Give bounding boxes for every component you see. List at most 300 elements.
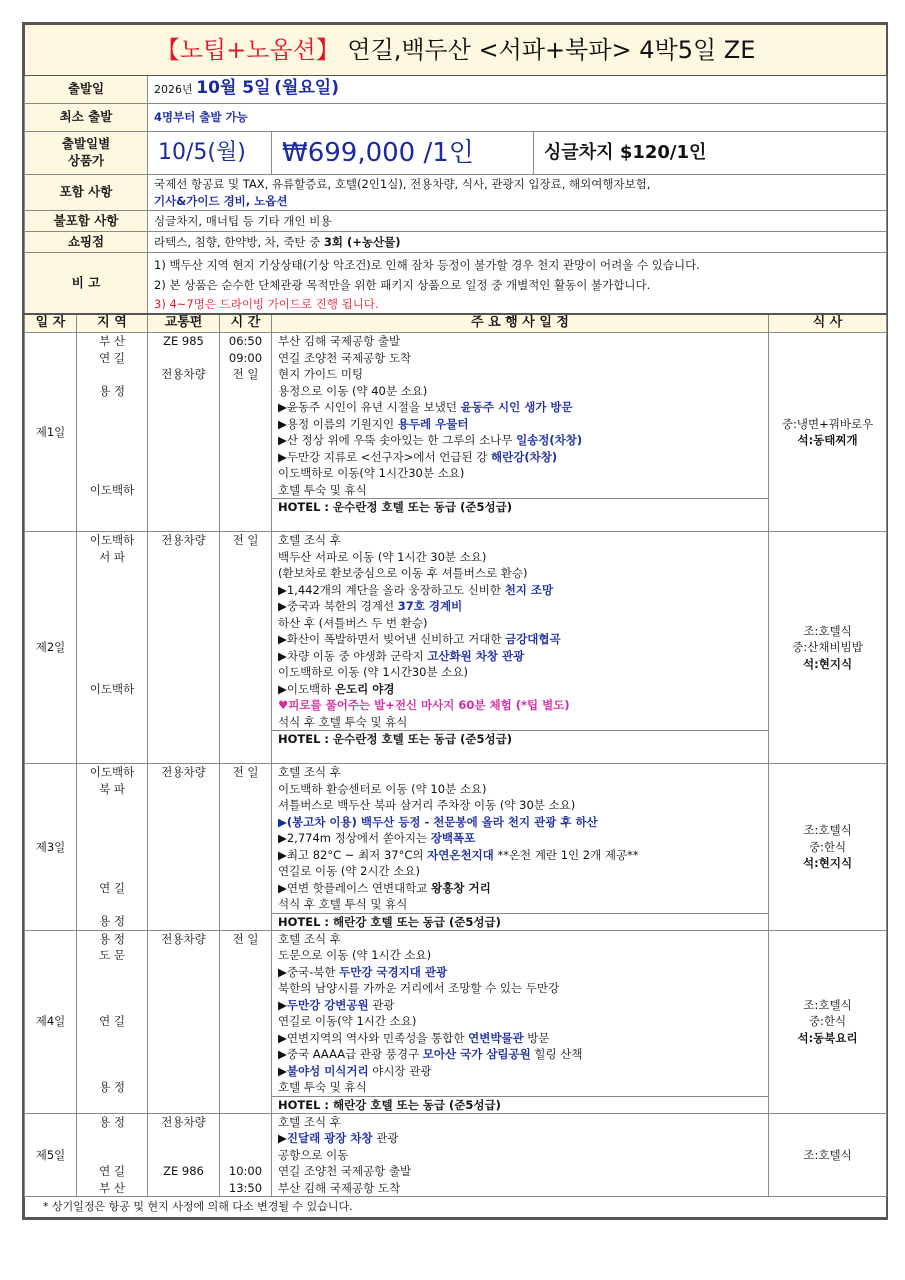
schedule-segment: ▶	[278, 1063, 287, 1078]
schedule-segment: 두만강 강변공원	[286, 997, 369, 1012]
transport-cell-entry: ZE 986	[163, 1164, 204, 1178]
schedule-segment: 야시장 관광	[368, 1063, 432, 1078]
day-label: 제4일	[25, 930, 77, 1113]
schedule-segment: ▶용정 이름의 기원지인	[278, 416, 398, 431]
schedule-segment: (환보차로 환보중심으로 이동 후 셔틀버스로 환승)	[278, 566, 528, 580]
time-cell-entry: 전 일	[232, 765, 259, 779]
transport-cell-entry	[154, 465, 213, 482]
departure-label: 출발일	[25, 76, 148, 104]
schedule-line	[278, 781, 762, 798]
schedule-segment: 방문	[523, 1030, 550, 1045]
shopping-post: (+농산물)	[343, 234, 401, 249]
schedule-segment: 왕홍창 거리	[431, 880, 491, 895]
transport-cell-entry	[154, 432, 213, 449]
transport-cell-entry	[154, 383, 213, 400]
schedule-segment: ▶연변지역의 역사와 민족성을 통합한	[278, 1030, 469, 1045]
schedule-line	[278, 1046, 762, 1063]
schedule-segment: 호텔 조식 후	[278, 931, 341, 946]
time-cell-entry	[226, 1147, 265, 1164]
meal-entry: 석:현지식	[803, 856, 853, 870]
time-cell	[220, 930, 272, 1113]
region-cell-entry	[83, 830, 141, 847]
schedule-line	[278, 482, 762, 499]
schedule-line	[278, 532, 762, 549]
day-label: 제3일	[25, 764, 77, 931]
hotel-line: HOTEL : 해란강 호텔 또는 동급 (준5성급)	[272, 913, 768, 930]
title-main: 연길,백두산 <서파+북파> 4박5일 ZE	[339, 36, 756, 64]
region-cell-entry	[83, 449, 141, 466]
schedule-segment: 장백폭포	[430, 831, 476, 845]
schedule-segment: 호텔 투숙 및 휴식	[278, 482, 367, 497]
schedule-segment: 해란강(차창)	[491, 449, 558, 464]
time-cell-entry	[226, 1130, 265, 1147]
day-label: 제1일	[25, 333, 77, 532]
schedule-line	[278, 399, 762, 416]
remarks-label: 비 고	[25, 253, 148, 315]
region-cell-entry	[83, 797, 141, 814]
transport-cell-entry	[154, 416, 213, 433]
region-cell	[77, 764, 148, 931]
day-label: 제5일	[25, 1113, 77, 1197]
schedule-segment: 37호 경계비	[397, 599, 463, 613]
schedule-segment: ▶최고 82°C ~ 최저 37°C의	[278, 847, 428, 862]
region-cell-entry	[83, 814, 141, 831]
min-departure-value: 4명부터 출발 가능	[148, 104, 887, 132]
schedule-segment: 용정으로 이동 (약 40분 소요)	[278, 383, 428, 398]
region-cell-entry	[83, 416, 141, 433]
region-cell-entry: 연 길	[99, 350, 125, 365]
region-cell-entry: 부 산	[99, 1180, 125, 1195]
schedule-cell	[272, 930, 769, 1113]
schedule-segment: 석식 후 호텔 투식 및 휴식	[278, 897, 408, 911]
price-label	[25, 132, 148, 175]
schedule-line	[278, 1163, 762, 1180]
region-cell	[77, 930, 148, 1113]
time-cell-entry	[226, 383, 265, 400]
region-cell-entry	[83, 582, 141, 599]
schedule-segment: 부산 김해 국제공항 도착	[278, 1180, 401, 1195]
day-row	[25, 764, 887, 931]
meal-entry: 조:호텔식	[803, 823, 852, 837]
schedule-line	[278, 830, 762, 847]
schedule-segment: 셔틀버스로 백두산 북파 삼거리 주차장 이동 (약 30분 소요)	[278, 798, 576, 812]
transport-cell-entry: 전용차량	[161, 1114, 206, 1129]
transport-cell	[148, 1113, 220, 1197]
schedule-line	[278, 350, 762, 367]
hotel-line: HOTEL : 운수란정 호텔 또는 동급 (준5성급)	[272, 498, 768, 515]
region-cell-entry	[83, 598, 141, 615]
schedule-line	[278, 664, 762, 681]
region-cell-entry	[83, 747, 141, 764]
schedule-segment: **온천 계란 1인 2개 제공**	[493, 847, 639, 862]
transport-cell	[148, 930, 220, 1113]
meal-cell	[769, 930, 887, 1113]
day-row	[25, 930, 887, 1113]
schedule-segment: 하산 후 (셔틀버스 두 번 환승)	[278, 615, 428, 630]
schedule-line	[278, 931, 762, 948]
schedule-line	[278, 997, 762, 1014]
itinerary-document	[22, 22, 888, 1220]
time-cell-entry: 06:50	[228, 334, 263, 348]
schedule-segment: ▶윤동주 시인이 유년 시절을 보냈던	[278, 400, 461, 414]
time-cell-entry: 09:00	[228, 350, 263, 365]
price-label-line1: 출발일별	[61, 136, 111, 151]
schedule-line	[278, 598, 762, 615]
time-cell-entry	[226, 449, 265, 466]
itinerary-table	[24, 24, 887, 1218]
region-cell-entry	[83, 399, 141, 416]
schedule-line	[278, 1013, 762, 1030]
hotel-line: HOTEL : 운수란정 호텔 또는 동급 (준5성급)	[272, 730, 768, 747]
transport-cell	[148, 764, 220, 931]
time-cell-entry: 10:00	[228, 1164, 263, 1178]
region-cell-entry	[83, 664, 141, 681]
departure-year: 2026년	[154, 83, 193, 97]
schedule-segment: 진달래 광장 차창	[286, 1131, 373, 1145]
schedule-segment: 호텔 조식 후	[278, 765, 341, 779]
region-cell-entry	[83, 896, 141, 913]
time-cell	[220, 764, 272, 931]
transport-cell-entry: ZE 985	[163, 334, 204, 348]
time-cell-entry	[226, 432, 265, 449]
schedule-line	[278, 896, 762, 913]
region-cell-entry	[83, 714, 141, 731]
meal-entry: 중:산채비빔밥	[792, 640, 863, 655]
shopping-value	[148, 232, 887, 253]
hotel-line: HOTEL : 해란강 호텔 또는 동급 (준5성급)	[272, 1096, 768, 1113]
region-cell-entry: 용 정	[99, 1080, 125, 1094]
title-prefix: 【노팁+노옵션】	[155, 36, 340, 64]
region-cell-entry	[83, 1147, 141, 1164]
region-cell-entry: 용 정	[99, 913, 125, 928]
schedule-line	[278, 1063, 762, 1080]
schedule-line	[278, 947, 762, 964]
schedule-segment: 관광	[372, 1131, 399, 1145]
remarks-line2: 2) 본 상품은 순수한 단체관광 목적만을 위한 패키지 상품으로 일정 중 개별적인 활동이 불가합니다.	[154, 278, 651, 292]
region-cell-entry: 부 산	[99, 334, 125, 348]
price-date: 10/5(월)	[148, 132, 272, 175]
region-cell-entry: 용 정	[99, 931, 125, 946]
region-cell-entry	[83, 1046, 141, 1063]
day-row	[25, 333, 887, 532]
schedule-line	[278, 615, 762, 632]
schedule-line	[278, 366, 762, 383]
time-cell-entry: 전 일	[232, 931, 259, 946]
time-cell-entry	[226, 399, 265, 416]
schedule-line	[278, 449, 762, 466]
transport-cell-entry	[154, 482, 213, 499]
transport-cell-entry: 전용차량	[161, 931, 206, 946]
schedule-segment: ▶중국 AAAA급 관광 풍경구	[278, 1047, 423, 1061]
schedule-segment: 이도백하로 이동 (약 1시간30분 소요)	[278, 665, 468, 679]
schedule-line	[278, 416, 762, 433]
schedule-segment: ▶2,774m 정상에서 쏟아지는	[278, 831, 431, 845]
region-cell-entry	[83, 980, 141, 997]
region-cell-entry: 이도백하	[89, 681, 135, 696]
region-cell	[77, 333, 148, 532]
region-cell-entry: 이도백하	[89, 533, 135, 547]
included-value	[148, 175, 887, 211]
shopping-pre: 라텍스, 침향, 한약방, 차, 죽탄 중	[154, 234, 324, 249]
time-cell-entry	[226, 498, 265, 515]
schedule-line	[278, 565, 762, 582]
schedule-segment: 부산 김해 국제공항 출발	[278, 334, 401, 348]
schedule-segment: ♥피로를 풀어주는 발+전신 마사지 60분 체험 (*팁 별도)	[278, 698, 570, 712]
meal-cell	[769, 764, 887, 931]
schedule-line	[278, 980, 762, 997]
price-amount: ₩699,000 /1인	[272, 132, 534, 175]
schedule-segment: ▶두만강 지류로 <선구자>에서 언급된 강	[278, 449, 492, 464]
schedule-segment: ▶(봉고차 이용) 백두산 등정 - 천문봉에 올라 천지 관광 후 하산	[278, 814, 598, 829]
day-label: 제2일	[25, 532, 77, 764]
schedule-segment: ▶1,442개의 계단을 올라 웅장하고도 신비한	[278, 582, 505, 597]
region-cell-entry: 이도백하	[89, 482, 135, 497]
region-cell-entry	[83, 432, 141, 449]
schedule-segment: ▶이도백하	[278, 681, 335, 696]
schedule-segment: 윤동주 시인 생가 방문	[460, 400, 573, 414]
schedule-segment: 자연온천지대	[427, 847, 494, 862]
transport-cell-entry	[154, 350, 213, 367]
schedule-line	[278, 383, 762, 400]
time-cell-entry: 13:50	[228, 1180, 263, 1195]
schedule-segment: 호텔 투숙 및 휴식	[278, 1080, 367, 1094]
meal-cell	[769, 1113, 887, 1197]
col-meal: 식 사	[769, 314, 887, 333]
meal-entry: 석:동북요리	[797, 1030, 858, 1045]
schedule-segment: ▶중국과 북한의 경계선	[278, 599, 398, 613]
schedule-line	[278, 714, 762, 731]
meal-entry: 조:호텔식	[803, 997, 852, 1012]
schedule-line	[278, 648, 762, 665]
schedule-line	[278, 863, 762, 880]
transport-cell-entry	[154, 1180, 213, 1197]
schedule-segment: 연길 조양천 국제공항 도착	[278, 350, 412, 365]
schedule-segment: 호텔 조식 후	[278, 1114, 341, 1129]
schedule-segment: 이도백하 환승센터로 이동 (약 10분 소요)	[278, 781, 487, 796]
region-cell-entry: 연 길	[99, 880, 125, 895]
schedule-segment: 호텔 조식 후	[278, 533, 341, 547]
itinerary-body	[25, 333, 887, 1197]
meal-entry: 조:호텔식	[803, 623, 852, 638]
schedule-segment: 금강대협곡	[505, 632, 561, 646]
shopping-count: 3회	[323, 234, 343, 249]
schedule-segment: ▶중국-북한	[278, 964, 340, 979]
schedule-cell	[272, 764, 769, 931]
schedule-line	[278, 333, 762, 350]
col-transport: 교통편	[148, 314, 220, 333]
meal-entry: 중:한식	[808, 839, 847, 854]
schedule-line	[278, 582, 762, 599]
schedule-line	[278, 764, 762, 781]
region-cell-entry	[83, 847, 141, 864]
schedule-segment: ▶	[278, 997, 287, 1012]
schedule-segment: 고산화원 차창 관광	[427, 648, 525, 663]
region-cell-entry: 연 길	[99, 1164, 125, 1178]
region-cell-entry	[83, 498, 141, 515]
col-time: 시 간	[220, 314, 272, 333]
schedule-line	[278, 1079, 762, 1096]
region-cell-entry	[83, 697, 141, 714]
region-cell-entry	[83, 465, 141, 482]
time-cell	[220, 333, 272, 532]
schedule-line	[278, 1114, 762, 1131]
transport-cell-entry	[154, 498, 213, 515]
included-label: 포함 사항	[25, 175, 148, 211]
schedule-segment: 북한의 남양시를 가까운 거리에서 조망할 수 있는 두만강	[278, 981, 560, 995]
remarks-value	[148, 253, 887, 315]
region-cell-entry: 서 파	[99, 549, 125, 564]
schedule-line	[278, 814, 762, 831]
region-cell-entry	[83, 648, 141, 665]
transport-cell-entry	[154, 515, 213, 532]
region-cell-entry: 용 정	[99, 1114, 125, 1129]
region-cell-entry	[83, 515, 141, 532]
schedule-segment: ▶산 정상 위에 우뚝 솟아있는 한 그루의 소나무	[278, 433, 517, 447]
time-cell-entry	[226, 1114, 265, 1131]
region-cell-entry	[83, 615, 141, 632]
region-cell-entry	[83, 997, 141, 1014]
departure-date: 10월 5일	[196, 78, 271, 99]
region-cell-entry: 도 문	[99, 948, 125, 962]
time-cell	[220, 1113, 272, 1197]
schedule-line	[278, 1130, 762, 1147]
schedule-line	[278, 549, 762, 566]
transport-cell-entry	[154, 449, 213, 466]
schedule-segment: 연변박물관	[468, 1030, 524, 1045]
time-cell-entry	[226, 482, 265, 499]
schedule-line	[278, 797, 762, 814]
schedule-line	[278, 631, 762, 648]
meal-entry: 조:호텔식	[803, 1147, 852, 1162]
time-cell-entry	[226, 515, 265, 532]
remarks-line3: 3) 4~7명은 드라이빙 가이드로 진행 됩니다.	[154, 297, 379, 311]
included-line1: 국제선 항공료 및 TAX, 유류할증료, 호텔(2인1실), 전용차량, 식사, 관광지 입장료, 해외여행자보험,	[154, 177, 651, 191]
min-departure-label: 최소 출발	[25, 104, 148, 132]
transport-cell-entry	[154, 399, 213, 416]
schedule-line	[278, 1030, 762, 1047]
meal-cell	[769, 532, 887, 764]
schedule-segment: 도문으로 이동 (약 1시간 소요)	[278, 948, 432, 962]
col-region: 지 역	[77, 314, 148, 333]
transport-cell	[148, 333, 220, 532]
region-cell-entry	[83, 1030, 141, 1047]
remarks-line1: 1) 백두산 지역 현지 기상상태(기상 악조건)로 인해 잠차 등정이 불가할 경우 천지 관망이 어려울 수 있습니다.	[154, 258, 700, 272]
schedule-line	[278, 432, 762, 449]
transport-cell-entry	[154, 1147, 213, 1164]
meal-entry: 석:현지식	[803, 656, 853, 671]
schedule-segment: 연길 조양천 국제공항 출발	[278, 1164, 412, 1178]
schedule-segment: 관광	[368, 997, 395, 1012]
schedule-segment: 현지 가이드 미팅	[278, 367, 364, 381]
price-label-line2: 상품가	[67, 153, 105, 168]
footer-note: * 상기일정은 항공 및 현지 사정에 의해 다소 변경될 수 있습니다.	[25, 1197, 887, 1218]
region-cell	[77, 1113, 148, 1197]
schedule-segment: 용두레 우물터	[397, 416, 469, 431]
schedule-line	[278, 1147, 762, 1164]
transport-cell-entry	[154, 1130, 213, 1147]
schedule-segment: ▶	[278, 1131, 287, 1145]
region-cell-entry: 북 파	[99, 781, 125, 796]
region-cell	[77, 532, 148, 764]
schedule-segment: 두만강 국경지대 관광	[339, 964, 448, 979]
schedule-segment: 백두산 서파로 이동 (약 1시간 30분 소요)	[278, 549, 487, 564]
schedule-segment: 천지 조망	[504, 582, 554, 597]
excluded-label: 불포함 사항	[25, 211, 148, 232]
schedule-segment: 이도백하로 이동(약 1시간30분 소요)	[278, 466, 465, 480]
departure-weekday: (월요일)	[274, 78, 339, 99]
schedule-cell	[272, 532, 769, 764]
day-row	[25, 1113, 887, 1197]
schedule-segment: 은도리 야경	[334, 681, 395, 696]
schedule-segment: 연길로 이동(약 1시간 소요)	[278, 1014, 417, 1028]
transport-cell-entry: 전용차량	[161, 367, 206, 381]
schedule-segment: 석식 후 호텔 투숙 및 휴식	[278, 714, 408, 729]
schedule-segment: 공항으로 이동	[278, 1147, 349, 1162]
region-cell-entry: 용 정	[99, 383, 125, 398]
meal-cell	[769, 333, 887, 532]
transport-cell	[148, 532, 220, 764]
meal-entry: 중:한식	[808, 1014, 847, 1029]
transport-cell-entry: 전용차량	[161, 765, 206, 779]
schedule-segment: ▶화산이 폭발하면서 빚어낸 신비하고 거대한	[278, 632, 506, 646]
col-day: 일 자	[25, 314, 77, 333]
region-cell-entry	[83, 1130, 141, 1147]
schedule-segment: ▶차량 이동 중 야생화 군락지	[278, 648, 428, 663]
col-schedule: 주 요 행 사 일 정	[272, 314, 769, 333]
region-cell-entry	[83, 631, 141, 648]
region-cell-entry: 연 길	[99, 1014, 125, 1028]
transport-cell-entry: 전용차량	[161, 533, 206, 547]
schedule-segment: 모아산 국가 삼림공원	[422, 1047, 531, 1061]
included-line2: 기사&가이드 경비, 노옵션	[154, 193, 288, 208]
schedule-line	[278, 465, 762, 482]
region-cell-entry: 이도백하	[89, 765, 135, 779]
departure-value	[148, 76, 887, 104]
schedule-line	[278, 697, 762, 714]
day-row	[25, 532, 887, 764]
schedule-cell	[272, 333, 769, 532]
schedule-segment: 일송정(차창)	[516, 433, 583, 447]
time-cell-entry	[226, 465, 265, 482]
schedule-line	[278, 847, 762, 864]
schedule-segment: 불야성 미식거리	[286, 1063, 369, 1078]
shopping-label: 쇼핑점	[25, 232, 148, 253]
schedule-segment: 힐링 산책	[530, 1047, 583, 1061]
schedule-line	[278, 681, 762, 698]
time-cell-entry: 전 일	[232, 367, 259, 381]
schedule-line	[278, 1180, 762, 1197]
time-cell	[220, 532, 272, 764]
time-cell-entry: 전 일	[232, 533, 259, 547]
schedule-line	[278, 880, 762, 897]
schedule-segment: ▶연변 핫플레이스 연변대학교	[278, 880, 432, 895]
region-cell-entry	[83, 565, 141, 582]
page-title	[25, 25, 887, 76]
schedule-cell	[272, 1113, 769, 1197]
excluded-value: 싱글차지, 매너팁 등 기타 개인 비용	[148, 211, 887, 232]
meal-entry: 석:동태찌개	[797, 433, 858, 447]
schedule-segment: 연길로 이동 (약 2시간 소요)	[278, 864, 421, 878]
time-cell-entry	[226, 416, 265, 433]
region-cell-entry	[83, 1063, 141, 1080]
meal-entry: 중:냉면+꿔바로우	[781, 416, 874, 431]
single-charge: 싱글차지 $120/1인	[534, 132, 887, 175]
region-cell-entry	[83, 366, 141, 383]
region-cell-entry	[83, 964, 141, 981]
region-cell-entry	[83, 863, 141, 880]
schedule-line	[278, 964, 762, 981]
region-cell-entry	[83, 730, 141, 747]
